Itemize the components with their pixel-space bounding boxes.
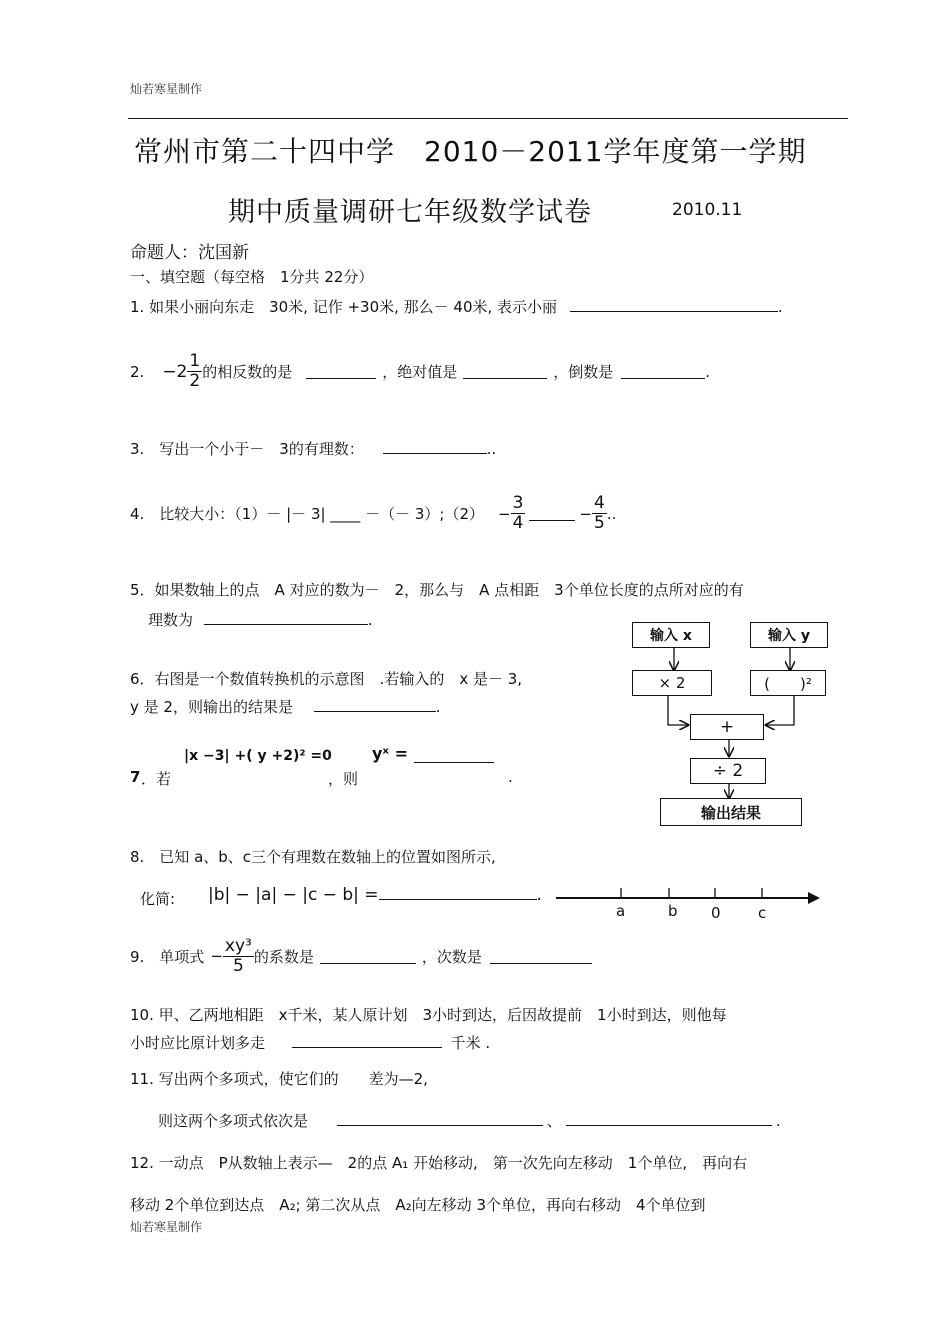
title-date: 2010.11 (672, 200, 743, 220)
question-7-ruo: ．若 (141, 770, 172, 788)
numberline-label-0: 0 (711, 904, 721, 922)
question-4-text: 4. 比较大小：（1）－ |－ 3| ____ －（－ 3）;（2） (130, 505, 484, 523)
question-2-text3: ，倒数是 (553, 363, 614, 381)
answer-blank[interactable] (383, 439, 487, 454)
answer-blank[interactable] (621, 364, 705, 379)
answer-blank[interactable] (490, 949, 592, 964)
flowchart-input-y: 输入 y (750, 622, 828, 648)
question-6-text: y 是 2，则输出的结果是 (130, 698, 293, 716)
question-2-number: 2. (130, 362, 145, 381)
question-11-line1: 11. 写出两个多项式，使它们的 差为—2, (130, 1070, 428, 1088)
answer-blank[interactable] (314, 697, 436, 712)
question-9-text2: 的系数是 (253, 947, 314, 966)
question-7-yx: yˣ = (372, 744, 409, 763)
answer-blank[interactable] (204, 610, 368, 625)
flowchart-times-2: × 2 (632, 670, 712, 696)
numberline-label-a: a (616, 902, 626, 920)
flowchart-divide-2: ÷ 2 (690, 758, 766, 784)
question-8-label: 化简: (140, 890, 176, 908)
question-3-text: 3. 写出一个小于－ 3的有理数： (130, 440, 364, 458)
flowchart-square: ( )² (750, 670, 826, 696)
answer-blank[interactable] (566, 1111, 772, 1126)
number-line (550, 880, 830, 920)
answer-blank[interactable] (320, 949, 416, 964)
title-line1: 常州市第二十四中学 2010－2011学年度第一学期 (134, 135, 807, 168)
question-3: 3. 写出一个小于－ 3的有理数： .. (130, 440, 497, 458)
question-1: 1. 如果小丽向东走 30米, 记作 +30米, 那么－ 40米, 表示小丽 . (130, 298, 783, 316)
author: 命题人：沈国新 (130, 243, 249, 263)
page-footer: 灿若寒星制作 (130, 1220, 203, 1234)
answer-blank[interactable] (337, 1111, 543, 1126)
question-8-expression: |b| − |a| − |c − b| = . (208, 885, 542, 905)
section-heading: 一、填空题（每空格 1分共 22分） (130, 268, 374, 286)
flowchart-input-x: 输入 x (632, 622, 710, 648)
fraction: $\frac{1}{2}$ (189, 351, 201, 391)
answer-blank[interactable] (414, 748, 494, 763)
question-2-text1: 的相反数的是 (202, 363, 293, 381)
answer-blank[interactable] (306, 364, 376, 379)
question-12-line2: 移动 2个单位到达点 A₂; 第二次从点 A₂向左移动 3个单位，再向右移动 4个单位到 (130, 1196, 706, 1214)
question-6-line2: y 是 2，则输出的结果是 . (130, 698, 441, 716)
question-2: 2. −2 $\frac{1}{2}$ 的相反数的是 ，绝对值是 ，倒数是 . (130, 351, 711, 391)
question-2-prefix: −2 (162, 361, 188, 382)
fraction: $\frac{3}{4}$ (512, 493, 524, 533)
question-8-line1: 8. 已知 a、b、c三个有理数在数轴上的位置如图所示, (130, 848, 496, 866)
answer-blank[interactable] (292, 1033, 442, 1048)
flowchart-plus: + (690, 714, 764, 740)
question-9: 9. 单项式 − $\frac{\text{xy³}}{5}$ 的系数是 ，次数是 (130, 928, 592, 984)
question-7-ze: ，则 (328, 770, 359, 788)
question-10-line2 (130, 1032, 490, 1053)
question-9-text1: 9. 单项式 (130, 947, 205, 966)
header-rule (128, 118, 848, 119)
question-5-text: 理数为 (148, 611, 194, 629)
question-12-line1: 12. 一动点 P从数轴上表示— 2的点 A₁ 开始移动, 第一次先向左移动 1个单位, 再向右 (130, 1154, 748, 1172)
question-11-text: 则这两个多项式依次是 (158, 1112, 309, 1130)
question-2-text2: ，绝对值是 (382, 363, 458, 381)
question-7-expression: |x −3| +( y +2)² =0 (184, 748, 332, 764)
question-10-tail: 千米 . (450, 1034, 491, 1052)
title-line2: 期中质量调研七年级数学试卷 (228, 197, 592, 228)
question-4: 4. 比较大小：（1）－ |－ 3| ____ －（－ 3）;（2） − $\frac{3}{4}$ − $\frac{4}{5}$ .. (130, 493, 617, 533)
question-10-text: 小时应比原计划多走 (130, 1034, 266, 1052)
flowchart-output: 输出结果 (660, 798, 802, 826)
question-9-text3: ，次数是 (421, 947, 482, 966)
page-header: 灿若寒星制作 (130, 82, 203, 96)
fraction: $\frac{4}{5}$ (593, 493, 605, 533)
question-6-line1: 6．右图是一个数值转换机的示意图 .若输入的 x 是－ 3, (130, 670, 523, 688)
answer-blank[interactable] (570, 297, 778, 312)
numberline-label-c: c (758, 904, 767, 922)
question-5-line2: 理数为 . (148, 611, 373, 629)
question-8-expr-text: |b| − |a| − |c − b| = (208, 885, 379, 905)
numberline-label-b: b (668, 902, 678, 920)
answer-blank[interactable] (529, 506, 575, 521)
answer-blank[interactable] (463, 364, 547, 379)
question-7-number: 7 (130, 768, 141, 786)
question-5-line1: 5．如果数轴上的点 A 对应的数为－ 2，那么与 A 点相距 3个单位长度的点所对应的有 (130, 581, 744, 599)
answer-blank[interactable] (379, 887, 537, 900)
question-11-line2: 则这两个多项式依次是 、 . (158, 1112, 781, 1130)
question-10-line1: 10. 甲、乙两地相距 x千米，某人原计划 3小时到达，后因故提前 1小时到达，则他每 (130, 1006, 727, 1024)
question-1-text: 1. 如果小丽向东走 30米, 记作 +30米, 那么－ 40米, 表示小丽 (130, 298, 558, 316)
fraction: $\frac{\text{xy³}}{5}$ (224, 935, 252, 976)
